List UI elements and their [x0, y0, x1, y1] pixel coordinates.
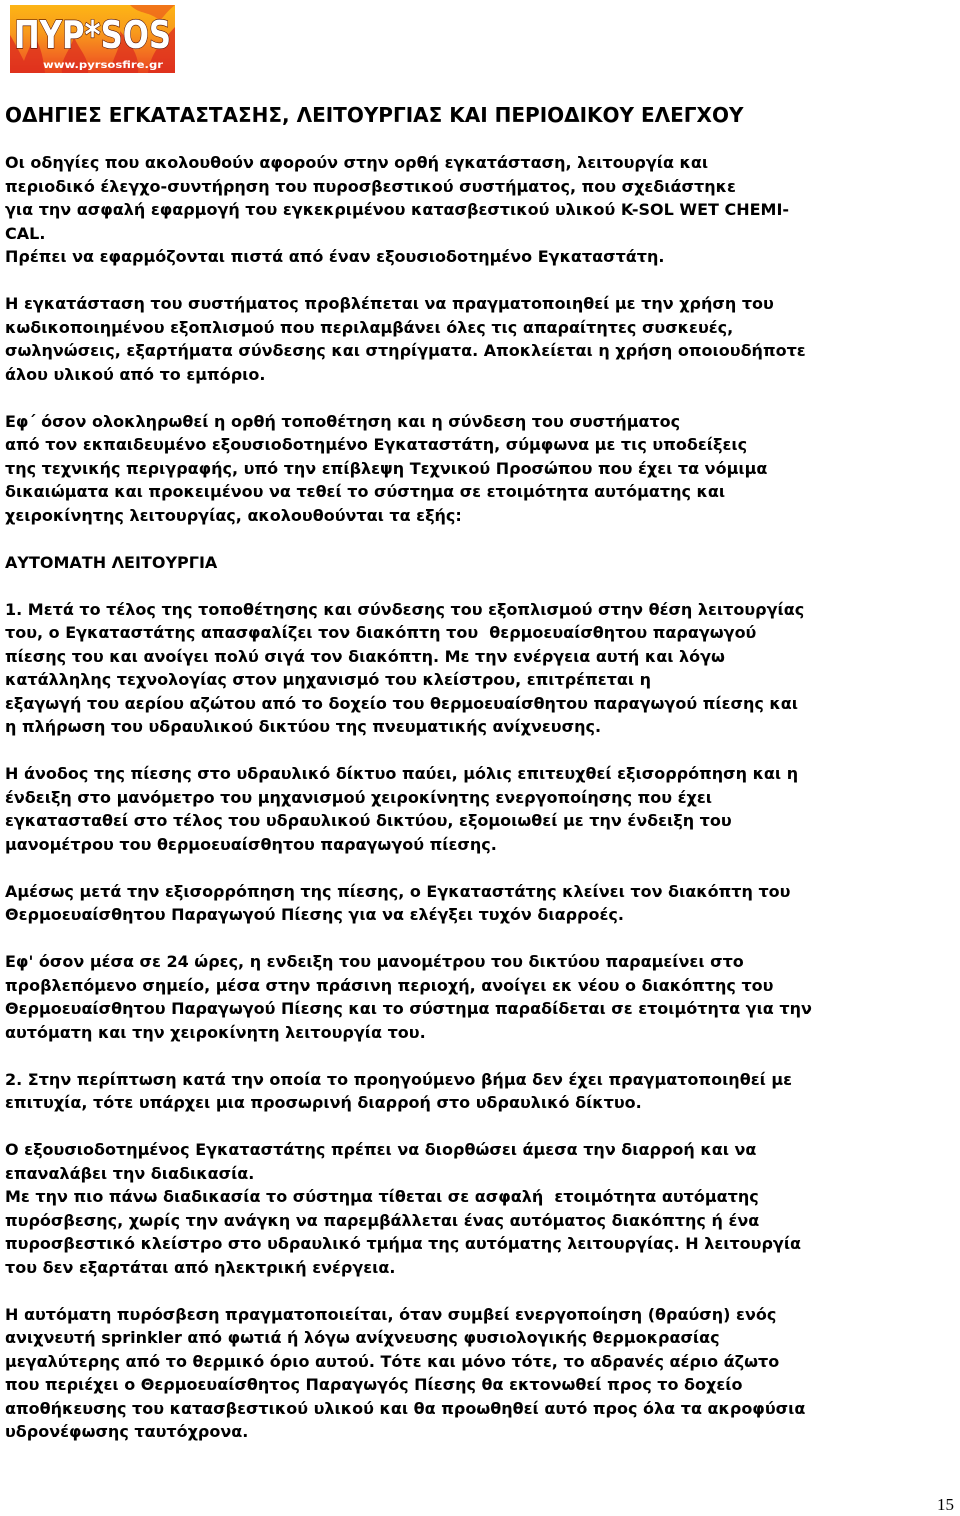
- paragraph: [5, 950, 955, 1044]
- text-line: εγκατασταθεί στο τέλος του υδραυλικού δικτύου, εξομοιωθεί με την ένδειξη του: [5, 811, 732, 830]
- text-line: πυρόσβεσης, χωρίς την ανάγκη να παρεμβάλλεται ένας αυτόματος διακόπτης ή ένα: [5, 1210, 760, 1230]
- text-line: περιοδικό έλεγχο-συντήρηση του πυροσβεστικού συστήματος, που σχεδιάστηκε: [5, 176, 736, 196]
- text-line: 1. Μετά το τέλος της τοποθέτησης και σύνδεσης του εξοπλισμού στην θέση λειτουργίας: [5, 599, 805, 619]
- logo-url: www.pyrsosfire.gr: [43, 60, 164, 71]
- text-line: υδρονέφωσης ταυτόχρονα.: [5, 1422, 249, 1441]
- document-body: [5, 151, 955, 1467]
- text-line: CAL.: [5, 223, 46, 243]
- text-line: που περιέχει ο Θερμοευαίσθητος Παραγωγός Πίεσης θα εκτονωθεί προς το δοχείο: [5, 1375, 743, 1394]
- logo-wordmark: ΠΥΡ*SOS: [14, 13, 171, 57]
- company-logo: [10, 5, 175, 73]
- text-line: πίεσης του και ανοίγει πολύ σιγά τον διακόπτη. Με την ενέργεια αυτή και λόγω: [5, 646, 725, 666]
- text-line: μεγαλύτερης από το θερμικό όριο αυτού. Τότε και μόνο τότε, το αδρανές αέριο άζωτο: [5, 1351, 780, 1371]
- text-line: εξαγωγή του αερίου αζώτου από το δοχείο του θερμοευαίσθητου παραγωγού πίεσης και: [5, 693, 798, 713]
- paragraph: [5, 1068, 955, 1115]
- text-line: Η αυτόματη πυρόσβεση πραγματοποιείται, όταν συμβεί ενεργοποίηση (θραύση) ενός: [5, 1304, 777, 1324]
- text-line: κατάλληλης τεχνολογίας στον μηχανισμό του κλείστρου, επιτρέπεται η: [5, 670, 652, 689]
- paragraph: [5, 1303, 955, 1444]
- text-line: Θερμοευαίσθητου Παραγωγού Πίεσης και το σύστημα παραδίδεται σε ετοιμότητα για την: [5, 999, 812, 1018]
- text-line: επιτυχία, τότε υπάρχει μια προσωρινή διαρροή στο υδραυλικό δίκτυο.: [5, 1093, 642, 1112]
- text-line: μανομέτρου του θερμοευαίσθητου παραγωγού πίεσης.: [5, 834, 497, 854]
- section-heading: [5, 551, 955, 575]
- paragraph: [5, 292, 955, 386]
- text-line: Εφ΄ όσον ολοκληρωθεί η ορθή τοποθέτηση και η σύνδεση του συστήματος: [5, 411, 681, 431]
- paragraph: [5, 880, 955, 927]
- text-line: από τον εκπαιδευμένο εξουσιοδοτημένο Εγκαταστάτη, σύμφωνα με τις υποδείξεις: [5, 435, 748, 454]
- page-number: 15: [937, 1495, 954, 1514]
- paragraph: [5, 598, 955, 739]
- text-line: άλου υλικού από το εμπόριο.: [5, 364, 266, 384]
- text-line: χειροκίνητης λειτουργίας, ακολουθούνται τα εξής:: [5, 505, 462, 525]
- text-line: αποθήκευσης του κατασβεστικού υλικού και θα προωθηθεί αυτό προς όλα τα ακροφύσια: [5, 1398, 806, 1418]
- text-line: Η εγκατάσταση του συστήματος προβλέπεται να πραγματοποιηθεί με την χρήση του: [5, 294, 774, 313]
- text-line: σωληνώσεις, εξαρτήματα σύνδεσης και στηρίγματα. Αποκλείεται η χρήση οποιουδήποτε: [5, 341, 806, 360]
- text-line: Θερμοευαίσθητου Παραγωγού Πίεσης για να ελέγξει τυχόν διαρροές.: [5, 905, 624, 924]
- paragraph: [5, 1138, 955, 1279]
- logo-graphic: [10, 5, 175, 73]
- paragraph: [5, 410, 955, 528]
- text-line: Ο εξουσιοδοτημένος Εγκαταστάτης πρέπει να διορθώσει άμεσα την διαρροή και να: [5, 1140, 757, 1159]
- section-heading-text: ΑΥΤΟΜΑΤΗ ΛΕΙΤΟΥΡΓΙΑ: [5, 552, 218, 572]
- text-line: για την ασφαλή εφαρμογή του εγκεκριμένου κατασβεστικού υλικού K-SOL WET CHEMI-: [5, 200, 790, 219]
- paragraph: [5, 151, 955, 269]
- text-line: του, ο Εγκαταστάτης απασφαλίζει τον διακόπτη του θερμοευαίσθητου παραγωγού: [5, 623, 757, 642]
- text-line: αυτόματη και την χειροκίνητη λειτουργία του.: [5, 1022, 426, 1042]
- text-line: Εφ' όσον μέσα σε 24 ώρες, η ενδειξη του μανομέτρου του δικτύου παραμείνει στο: [5, 952, 744, 971]
- text-line: του δεν εξαρτάται από ηλεκτρική ενέργεια.: [5, 1257, 396, 1277]
- text-line: δικαιώματα και προκειμένου να τεθεί το σύστημα σε ετοιμότητα αυτόματης και: [5, 482, 726, 501]
- text-line: ανιχνευτή sprinkler από φωτιά ή λόγω ανίχνευσης φυσιολογικής θερμοκρασίας: [5, 1328, 720, 1347]
- text-line: Αμέσως μετά την εξισορρόπηση της πίεσης, ο Εγκαταστάτης κλείνει τον διακόπτη του: [5, 881, 791, 901]
- text-line: επαναλάβει την διαδικασία.: [5, 1163, 255, 1183]
- text-line: Οι οδηγίες που ακολουθούν αφορούν στην ορθή εγκατάσταση, λειτουργία και: [5, 153, 709, 172]
- text-line: κωδικοποιημένου εξοπλισμού που περιλαμβάνει όλες τις απαραίτητες συσκευές,: [5, 317, 734, 337]
- text-line: 2. Στην περίπτωση κατά την οποία το προηγούμενο βήμα δεν έχει πραγματοποιηθεί με: [5, 1069, 793, 1089]
- text-line: της τεχνικής περιγραφής, υπό την επίβλεψη Τεχνικού Προσώπου που έχει τα νόμιμα: [5, 458, 768, 478]
- text-line: προβλεπόμενο σημείο, μέσα στην πράσινη περιοχή, ανοίγει εκ νέου ο διακόπτης του: [5, 975, 774, 995]
- text-line: ένδειξη στο μανόμετρο του μηχανισμού χειροκίνητης ενεργοποίησης που έχει: [5, 787, 713, 807]
- text-line: Με την πιο πάνω διαδικασία το σύστημα τίθεται σε ασφαλή ετοιμότητα αυτόματης: [5, 1187, 759, 1206]
- text-line: πυροσβεστικό κλείστρο στο υδραυλικό τμήμα της αυτόματης λειτουργίας. Η λειτουργία: [5, 1234, 802, 1253]
- text-line: η πλήρωση του υδραυλικού δικτύου της πνευματικής ανίχνευσης.: [5, 717, 602, 736]
- document-title: ΟΔΗΓΙΕΣ ΕΓΚΑΤΑΣΤΑΣΗΣ, ΛΕΙΤΟΥΡΓΙΑΣ ΚΑΙ ΠΕΡΙΟΔΙΚΟΥ ΕΛΕΓΧΟΥ: [5, 103, 744, 127]
- text-line: Η άνοδος της πίεσης στο υδραυλικό δίκτυο παύει, μόλις επιτευχθεί εξισορρόπηση και η: [5, 764, 799, 783]
- paragraph: [5, 762, 955, 856]
- text-line: Πρέπει να εφαρμόζονται πιστά από έναν εξουσιοδοτημένο Εγκαταστάτη.: [5, 247, 665, 266]
